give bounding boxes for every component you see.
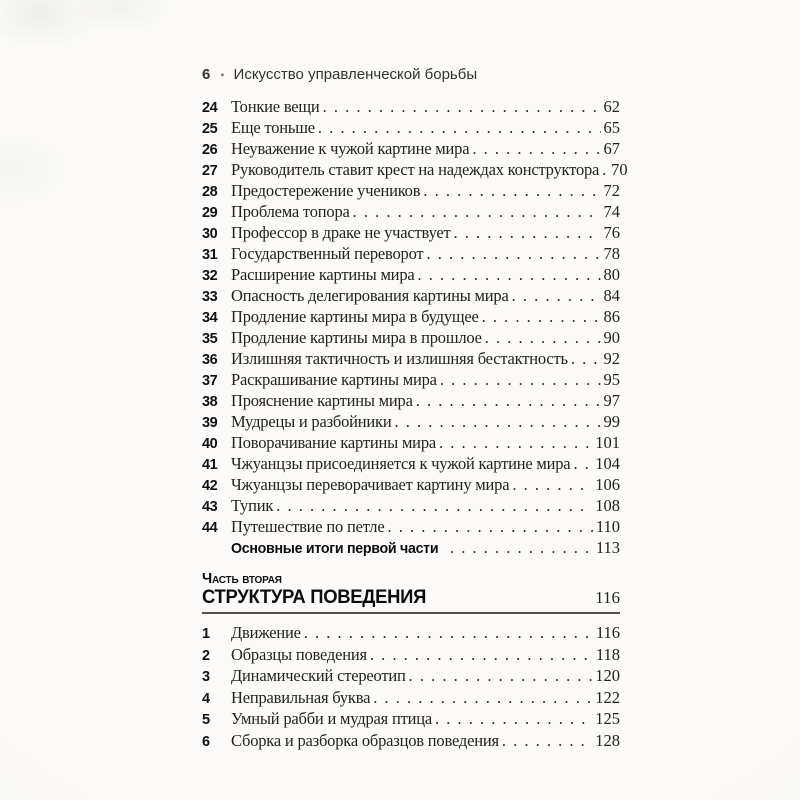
toc-entry-title: Неуважение к чужой картине мира bbox=[231, 139, 470, 158]
toc-row bbox=[202, 348, 620, 369]
header-page-number: 6 bbox=[202, 66, 211, 83]
toc-row bbox=[202, 222, 620, 243]
toc-entry-title: Прояснение картины мира bbox=[231, 391, 413, 410]
toc-entry-number: 5 bbox=[202, 712, 210, 728]
dot-leader bbox=[387, 516, 592, 537]
toc-entry-title: Поворачивание картины мира bbox=[231, 433, 436, 452]
dot-leader bbox=[395, 411, 601, 432]
toc-entry-number: 3 bbox=[202, 669, 210, 685]
toc-entry-title: Государственный переворот bbox=[231, 244, 424, 263]
toc-entry-title: Чжуанцзы присоединяется к чужой картине мира bbox=[231, 454, 571, 473]
toc-entry-number: 42 bbox=[202, 478, 218, 494]
toc-entry-number: 29 bbox=[202, 205, 218, 221]
toc-entry-title: Опасность делегирования картины мира bbox=[231, 286, 509, 305]
toc-entry-page: 125 bbox=[595, 709, 620, 728]
dot-leader bbox=[416, 390, 601, 411]
toc-entry-title: Еще тоньше bbox=[231, 118, 315, 137]
part1-summary-row bbox=[202, 537, 620, 558]
toc-row bbox=[202, 516, 620, 537]
bullet-separator-icon: • bbox=[220, 67, 225, 82]
toc-entry-number: 4 bbox=[202, 690, 210, 707]
part2-title: СТРУКТУРА ПОВЕДЕНИЯ bbox=[202, 587, 427, 608]
toc-entry-page: 106 bbox=[595, 475, 620, 494]
toc-entry-number: 26 bbox=[202, 142, 218, 158]
toc-entry-page: 116 bbox=[595, 623, 620, 642]
toc-entry-title: Профессор в драке не участвует bbox=[231, 223, 451, 242]
toc-entry-page: 122 bbox=[595, 687, 620, 707]
toc-entry-title: Раскрашивание картины мира bbox=[231, 370, 437, 389]
dot-leader bbox=[602, 159, 608, 180]
toc-row bbox=[202, 687, 620, 709]
toc-entry-page: 67 bbox=[603, 139, 620, 158]
toc-entry-page: 62 bbox=[603, 97, 620, 116]
toc-row bbox=[202, 327, 620, 348]
toc-row bbox=[202, 264, 620, 285]
toc-entry-title: Умный рабби и мудрая птица bbox=[231, 709, 432, 728]
toc-entry-page: 74 bbox=[603, 202, 620, 221]
toc-entry-title: Проблема топора bbox=[231, 202, 350, 221]
toc-entry-page: 90 bbox=[603, 328, 620, 347]
toc-entry-page: 120 bbox=[595, 666, 620, 685]
toc-entry-number: 44 bbox=[202, 520, 218, 536]
dot-leader bbox=[472, 138, 600, 159]
toc-row bbox=[202, 180, 620, 201]
part2-toc-list bbox=[202, 622, 620, 751]
toc-row bbox=[202, 730, 620, 752]
toc-entry-page: 108 bbox=[595, 496, 620, 515]
toc-row bbox=[202, 708, 620, 730]
dot-leader bbox=[439, 432, 592, 453]
toc-entry-title: Продление картины мира в прошлое bbox=[231, 328, 482, 347]
toc-row bbox=[202, 665, 620, 687]
toc-entry-number: 39 bbox=[202, 415, 218, 431]
dot-leader bbox=[318, 117, 601, 138]
dot-leader bbox=[571, 348, 601, 369]
toc-row bbox=[202, 96, 620, 117]
dot-leader bbox=[573, 453, 592, 474]
book-page bbox=[202, 66, 628, 751]
toc-row bbox=[202, 201, 620, 222]
part2-kicker: Часть вторая bbox=[202, 571, 282, 587]
toc-entry-title: Мудрецы и разбойники bbox=[231, 412, 392, 431]
toc-row bbox=[202, 644, 620, 666]
toc-entry-number: 36 bbox=[202, 352, 218, 368]
dot-leader bbox=[440, 369, 601, 390]
toc-entry-page: 110 bbox=[595, 517, 620, 536]
dot-leader bbox=[435, 708, 592, 729]
toc-entry-number: 28 bbox=[202, 184, 218, 200]
toc-entry-page: 78 bbox=[603, 244, 620, 263]
toc-row bbox=[202, 495, 620, 516]
toc-entry-number: 27 bbox=[202, 163, 218, 179]
toc-entry-title: Излишняя тактичность и излишняя бестактность bbox=[231, 349, 568, 368]
dot-leader bbox=[370, 644, 593, 665]
toc-entry-title: Чжуанцзы переворачивает картину мира bbox=[231, 475, 510, 494]
dot-leader bbox=[426, 243, 600, 264]
toc-row bbox=[202, 453, 620, 474]
toc-entry-number: 25 bbox=[202, 121, 218, 137]
toc-entry-page: 104 bbox=[595, 454, 620, 473]
toc-entry-title: Динамический стереотип bbox=[231, 666, 406, 685]
part2-header bbox=[202, 571, 620, 614]
toc-row bbox=[202, 474, 620, 495]
toc-entry-title: Руководитель ставит крест на надеждах конструктора bbox=[231, 160, 600, 179]
toc-row bbox=[202, 411, 620, 432]
dot-leader bbox=[512, 474, 592, 495]
toc-entry-title: Тупик bbox=[231, 496, 274, 515]
toc-entry-page: 80 bbox=[603, 265, 620, 284]
toc-entry-title: Сборка и разборка образцов поведения bbox=[231, 730, 499, 750]
toc-entry-number: 1 bbox=[202, 626, 210, 642]
dot-leader bbox=[353, 201, 601, 222]
part2-title-row bbox=[202, 587, 620, 614]
toc-entry-number: 2 bbox=[202, 647, 210, 664]
dot-leader bbox=[485, 327, 601, 348]
toc-entry-number: 6 bbox=[202, 733, 210, 750]
toc-entry-page: 128 bbox=[595, 730, 620, 750]
header-book-title: Искусство управленческой борьбы bbox=[233, 66, 478, 83]
toc-entry-number: 43 bbox=[202, 499, 218, 515]
toc-entry-number: 24 bbox=[202, 100, 218, 116]
dot-leader bbox=[418, 264, 601, 285]
dot-leader bbox=[423, 180, 600, 201]
toc-entry-page: 76 bbox=[603, 223, 620, 242]
dot-leader bbox=[450, 537, 593, 558]
toc-entry-number: 37 bbox=[202, 373, 218, 389]
part1-summary-page: 113 bbox=[595, 538, 620, 557]
toc-entry-page: 86 bbox=[603, 307, 620, 326]
toc-row bbox=[202, 369, 620, 390]
toc-entry-number: 40 bbox=[202, 436, 218, 452]
dot-leader bbox=[454, 222, 601, 243]
running-header bbox=[202, 66, 620, 83]
part1-toc-list bbox=[202, 96, 628, 537]
toc-entry-page: 70 bbox=[611, 160, 628, 179]
toc-entry-number: 41 bbox=[202, 457, 218, 473]
toc-entry-title: Расширение картины мира bbox=[231, 265, 415, 284]
toc-entry-page: 101 bbox=[595, 433, 620, 452]
toc-entry-page: 72 bbox=[603, 181, 620, 200]
toc-entry-page: 92 bbox=[603, 349, 620, 368]
toc-row bbox=[202, 432, 620, 453]
dot-leader bbox=[323, 96, 601, 117]
dot-leader bbox=[373, 687, 592, 708]
toc-entry-page: 99 bbox=[603, 412, 620, 431]
dot-leader bbox=[482, 306, 601, 327]
toc-row bbox=[202, 306, 620, 327]
part1-summary-title: Основные итоги первой части bbox=[231, 541, 439, 557]
part2-page-number: 116 bbox=[595, 588, 620, 607]
toc-row bbox=[202, 285, 620, 306]
toc-entry-page: 95 bbox=[603, 370, 620, 389]
toc-entry-number: 38 bbox=[202, 394, 218, 410]
toc-row bbox=[202, 117, 620, 138]
toc-entry-title: Неправильная буква bbox=[231, 687, 371, 707]
toc-row bbox=[202, 138, 620, 159]
toc-row bbox=[202, 390, 620, 411]
toc-row bbox=[202, 159, 628, 180]
toc-entry-title: Продление картины мира в будущее bbox=[231, 307, 479, 326]
toc-entry-number: 33 bbox=[202, 289, 218, 305]
toc-entry-number: 34 bbox=[202, 310, 218, 326]
toc-entry-number: 31 bbox=[202, 247, 218, 263]
dot-leader bbox=[512, 285, 601, 306]
toc-entry-number: 35 bbox=[202, 331, 218, 347]
dot-leader bbox=[409, 665, 593, 686]
dot-leader bbox=[276, 495, 592, 516]
toc-entry-title: Тонкие вещи bbox=[231, 97, 320, 116]
dot-leader bbox=[304, 622, 593, 643]
toc-entry-title: Путешествие по петле bbox=[231, 517, 385, 536]
dot-leader bbox=[502, 730, 592, 751]
toc-entry-page: 97 bbox=[603, 391, 620, 410]
toc-row bbox=[202, 622, 620, 644]
toc-entry-page: 118 bbox=[595, 644, 620, 664]
toc-entry-title: Предостережение учеников bbox=[231, 181, 421, 200]
toc-entry-number: 30 bbox=[202, 226, 218, 242]
toc-row bbox=[202, 243, 620, 264]
toc-entry-title: Образцы поведения bbox=[231, 644, 367, 664]
toc-entry-title: Движение bbox=[231, 623, 301, 642]
toc-entry-page: 84 bbox=[603, 286, 620, 305]
toc-entry-number: 32 bbox=[202, 268, 218, 284]
toc-entry-page: 65 bbox=[603, 118, 620, 137]
